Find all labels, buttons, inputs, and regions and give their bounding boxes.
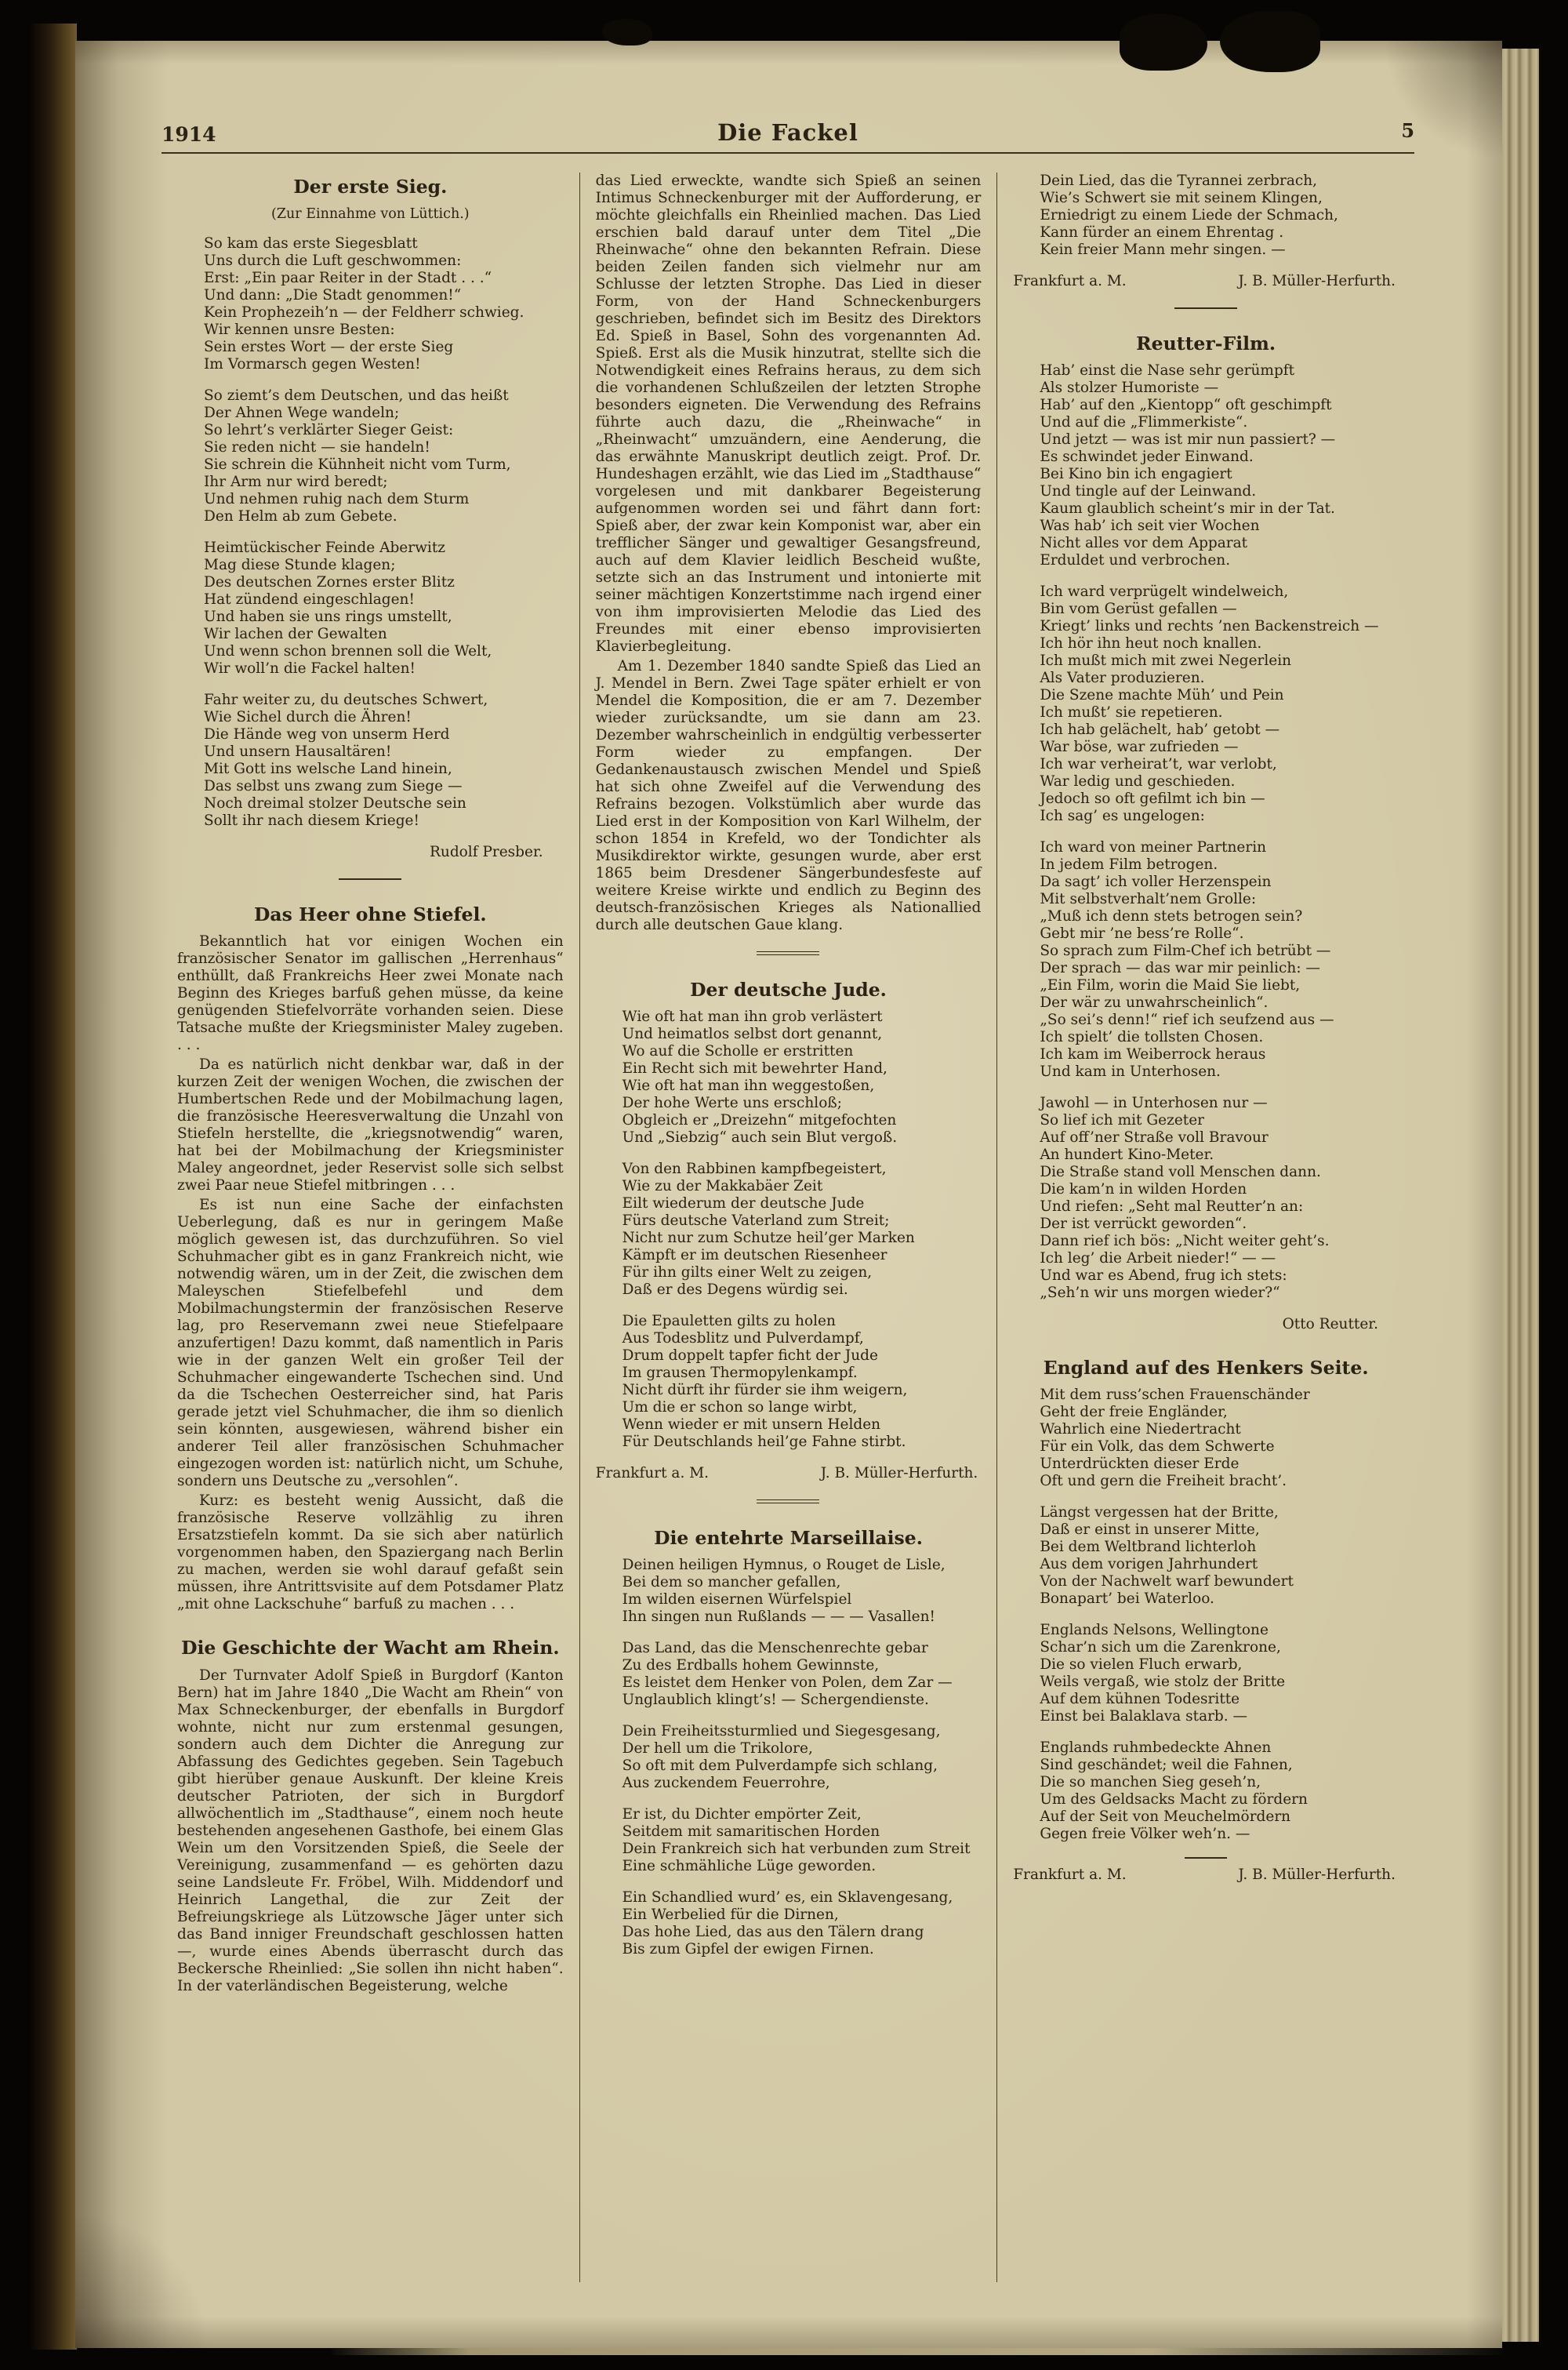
poem-line: Ich ward verprügelt windelweich,	[1040, 583, 1289, 601]
poem-line: Sie reden nicht — sie handeln!	[204, 439, 430, 456]
poem-line: Wie’s Schwert sie mit seinem Klingen,	[1040, 190, 1323, 206]
poem-line: Der wär zu unwahrscheinlich“.	[1040, 994, 1269, 1012]
poem-line: Oft und gern die Freiheit bracht’.	[1040, 1473, 1287, 1490]
year-label: 1914	[162, 123, 216, 146]
poem-line: Erniedrigt zu einem Liede der Schmach,	[1040, 207, 1338, 224]
poem-line: Und kam in Unterhosen.	[1040, 1063, 1221, 1081]
poem-line: Und dann: „Die Stadt genommen!“	[204, 287, 462, 304]
poem-line: Für ihn gilts einer Welt zu zeigen,	[622, 1264, 873, 1281]
poem-line: Da sagt’ ich voller Herzenspein	[1040, 874, 1272, 891]
poem-stanza	[1040, 173, 1399, 259]
poem-line: „Ein Film, worin die Maid Sie liebt,	[1040, 977, 1301, 994]
poem-line: Sollt ihr nach diesem Kriege!	[204, 812, 419, 830]
poem-line: Eine schmähliche Lüge geworden.	[622, 1858, 877, 1875]
poem-line: Die Hände weg von unserm Herd	[204, 726, 450, 743]
poem-line: Das selbst uns zwang zum Siege —	[204, 778, 463, 795]
poem-line: Bis zum Gipfel der ewigen Firnen.	[622, 1941, 874, 1958]
poem-line: Und jetzt — was ist mir nun passiert? —	[1040, 431, 1336, 449]
poem-line: Dein Lied, das die Tyrannei zerbrach,	[1040, 173, 1318, 189]
poem-line: Und unsern Hausaltären!	[204, 743, 392, 761]
page-edges	[1502, 49, 1541, 2342]
poem-stanza	[622, 1313, 982, 1451]
poem-line: Daß er des Degens würdig sei.	[622, 1281, 848, 1299]
poem-line: Und auf die „Flimmerkiste“.	[1040, 414, 1248, 431]
poem-line: Ich sag’ es ungelogen:	[1040, 808, 1205, 825]
article-columns	[162, 173, 1414, 2282]
poem-line: Als stolzer Humoriste —	[1040, 380, 1219, 397]
poem-line: Wie zu der Makkabäer Zeit	[622, 1178, 823, 1195]
poem-line: Ich leg’ die Arbeit nieder!“ — —	[1040, 1250, 1276, 1267]
poem-line: Von den Rabbinen kampfbegeistert,	[622, 1161, 887, 1178]
author-signature: Otto Reutter.	[1282, 1316, 1378, 1333]
poem-line: Mag diese Stunde klagen;	[204, 557, 396, 574]
poem-line: Drum doppelt tapfer ficht der Jude	[622, 1347, 878, 1365]
poem-line: Schar’n sich um die Zarenkrone,	[1040, 1639, 1281, 1656]
poem-line: Kein freier Mann mehr singen. —	[1040, 242, 1286, 258]
poem-line: Für Deutschlands heil’ge Fahne stirbt.	[622, 1434, 906, 1451]
poem-stanza	[1040, 583, 1399, 825]
poem-line: Die so manchen Sieg geseh’n,	[1040, 1774, 1261, 1791]
signature-name: J. B. Müller-Herfurth.	[1238, 1867, 1396, 1884]
poem-line: An hundert Kino-Meter.	[1040, 1147, 1214, 1164]
poem-line: War böse, war zufrieden —	[1040, 739, 1239, 756]
poem-line: Englands Nelsons, Wellingtone	[1040, 1622, 1269, 1639]
poem-line: So kam das erste Siegesblatt	[204, 235, 418, 253]
poem-line: Aus dem vorigen Jahrhundert	[1040, 1556, 1258, 1573]
article-title: Reutter-Film.	[1136, 333, 1276, 354]
poem-line: Wir woll’n die Fackel halten!	[204, 660, 416, 678]
paragraph: Da es natürlich nicht denkbar war, daß in der kurzen Zeit der wenigen Wochen, die zwischen der Humbertschen Rede und der Mobilmachung lagen, die französische Heeresverwaltung die Unzahl von Stiefeln herstellte, die „kriegsnotwendig“ waren, hat bei der Mobilmachung der Kriegsminister Maley angeordnet, jeder Reservist solle sich selbst zwei Paar neue Stiefel mitbringen . . .	[177, 1056, 564, 1194]
poem-line: Und tingle auf der Leinwand.	[1040, 483, 1257, 500]
paragraph: Am 1. Dezember 1840 sandte Spieß das Lied an J. Mendel in Bern. Zwei Tage später erhielt er von Mendel die Komposition, die er am 7. Dezember wieder zurücksandte, um sie dann am 23. Dezember wahrscheinlich in endgültig verbesserter Form wieder zu empfangen. Der Gedankenaustausch zwischen Mendel und Spieß hat sich ohne Zweifel auf die Verwendung des Refrains bezogen. Volkstümlich aber wurde das Lied erst in der Komposition von Karl Wilhelm, der schon 1854 in Krefeld, wo der Tondichter als Musikdirektor wirkte, gesungen wurde, aber erst 1865 beim Dresdener Sängerbundesfeste auf weitere Kreise wirkte und endlich zu Beginn des deutsch-französischen Krieges als Nationallied durch alle deutschen Gaue klang.	[595, 658, 982, 933]
signature-place: Frankfurt a. M.	[1013, 273, 1127, 289]
masthead-title: Die Fackel	[717, 119, 858, 146]
page-header	[162, 119, 1414, 154]
author-signature-line	[1013, 273, 1396, 290]
poem-stanza	[622, 1009, 982, 1147]
poem-stanza	[1040, 362, 1399, 569]
poem-stanza	[1040, 1387, 1399, 1490]
poem-line: Eilt wiederum der deutsche Jude	[622, 1195, 865, 1212]
poem-line: Ich ward von meiner Partnerin	[1040, 839, 1267, 856]
column-2	[579, 173, 997, 2282]
poem-line: Bei dem Weltbrand lichterloh	[1040, 1539, 1257, 1556]
poem-line: Noch dreimal stolzer Deutsche sein	[204, 795, 466, 812]
poem-line: Im wilden eisernen Würfelspiel	[622, 1591, 852, 1608]
poem-stanza	[204, 540, 564, 678]
poem-line: War ledig und geschieden.	[1040, 773, 1236, 791]
poem-line: So lief ich mit Gezeter	[1040, 1112, 1205, 1129]
ink-stain	[602, 19, 652, 45]
poem-line: Es schwindet jeder Einwand.	[1040, 449, 1254, 466]
poem-line: Und haben sie uns rings umstellt,	[204, 609, 452, 626]
poem-line: Ein Recht sich mit bewehrter Hand,	[622, 1060, 887, 1078]
section-divider	[757, 1499, 819, 1503]
poem-line: Englands ruhmbedeckte Ahnen	[1040, 1739, 1272, 1757]
poem-line: Mit Gott ins welsche Land hinein,	[204, 761, 452, 778]
poem-line: Wie oft hat man ihn weggestoßen,	[622, 1078, 875, 1095]
poem-line: Im Vormarsch gegen Westen!	[204, 356, 421, 373]
poem-line: Dein Frankreich sich hat verbunden zum Streit	[622, 1841, 971, 1858]
article-title: Das Heer ohne Stiefel.	[254, 903, 487, 926]
poem-line: Ein Werbelied für die Dirnen,	[622, 1907, 839, 1924]
poem-line: Zu des Erdballs hohem Gewinnste,	[622, 1657, 880, 1674]
poem-line: Es leistet dem Henker von Polen, dem Zar —	[622, 1674, 953, 1692]
poem-line: Als Vater produzieren.	[1040, 670, 1205, 687]
poem-line: Von der Nachwelt warf bewundert	[1040, 1573, 1294, 1590]
poem-line: Aus Todesblitz und Pulverdampf,	[622, 1330, 864, 1347]
poem-line: Einst bei Balaklava starb. —	[1040, 1708, 1248, 1725]
poem-stanza	[622, 1806, 982, 1875]
poem-line: Unglaublich klingt’s! — Schergendienste.	[622, 1692, 929, 1709]
ink-stain	[1120, 14, 1207, 71]
poem-line: Der sprach — das war mir peinlich: —	[1040, 960, 1320, 977]
poem-stanza	[204, 235, 564, 373]
poem-line: Ich hör ihn heut noch knallen.	[1040, 635, 1262, 652]
poem-line: Den Helm ab zum Gebete.	[204, 508, 397, 525]
poem-line: Der hell um die Trikolore,	[622, 1740, 813, 1758]
author-signature: Rudolf Presber.	[429, 844, 543, 861]
poem-line: Und heimatlos selbst dort genannt,	[622, 1026, 883, 1043]
poem-line: Ihr Arm nur wird beredt;	[204, 474, 388, 491]
poem-line: Ein Schandlied wurd’ es, ein Sklavengesang,	[622, 1889, 953, 1907]
section-divider	[757, 951, 819, 955]
section-divider	[1185, 1857, 1227, 1859]
paragraph: Kurz: es besteht wenig Aussicht, daß die französische Reserve vollzählig zu ihren Ersatzstiefeln kommt. Da sie sich aber natürlich vorgenommen haben, den Spaziergang nach Berlin zu machen, werden sie wohl darauf gefaßt sein müssen, ihre Antrittsvisite auf dem Potsdamer Platz „mit ohne Lackschuhe“ barfuß zu machen . . .	[177, 1492, 564, 1613]
book-binding	[30, 24, 77, 2350]
poem-line: Gebt mir ’ne bess’re Rolle“.	[1040, 925, 1244, 943]
poem-line: Weils vergaß, wie stolz der Britte	[1040, 1674, 1286, 1691]
poem-line: Wenn wieder er mit unsern Helden	[622, 1416, 881, 1434]
article-title: Der erste Sieg.	[293, 176, 448, 198]
poem-line: In jedem Film betrogen.	[1040, 856, 1218, 874]
poem-line: Die Szene machte Müh’ und Pein	[1040, 687, 1284, 704]
poem-line: Jawohl — in Unterhosen nur —	[1040, 1095, 1268, 1112]
poem-line: Geht der freie Engländer,	[1040, 1404, 1228, 1421]
poem-stanza	[1040, 1095, 1399, 1302]
poem-line: Und war es Abend, frug ich stets:	[1040, 1267, 1287, 1285]
poem-line: Obgleich er „Dreizehn“ mitgefochten	[622, 1112, 897, 1129]
poem-line: Die kam’n in wilden Horden	[1040, 1181, 1247, 1198]
section-divider	[339, 878, 401, 880]
poem-line: Mit selbstverhalt’nem Grolle:	[1040, 891, 1257, 908]
poem-stanza	[1040, 839, 1399, 1081]
signature-name: J. B. Müller-Herfurth.	[1238, 273, 1396, 289]
signature-name: J. B. Müller-Herfurth.	[820, 1465, 978, 1482]
poem-line: Wahrlich eine Niedertracht	[1040, 1421, 1241, 1438]
poem-line: Kann fürder an einem Ehrentag .	[1040, 224, 1284, 241]
poem-line: Mit dem russ’schen Frauenschänder	[1040, 1387, 1310, 1404]
poem-line: Auf der Seit von Meuchelmördern	[1040, 1808, 1291, 1826]
poem-line: Das Land, das die Menschenrechte gebar	[622, 1640, 928, 1657]
poem-line: Bin vom Gerüst gefallen —	[1040, 601, 1237, 618]
page-content-area	[75, 41, 1502, 2282]
poem-line: Der Ahnen Wege wandeln;	[204, 405, 400, 422]
poem-line: Des deutschen Zornes erster Blitz	[204, 574, 455, 591]
poem-line: Wir kennen unsre Besten:	[204, 322, 395, 339]
poem-line: Bei dem so mancher gefallen,	[622, 1574, 841, 1591]
poem-line: Bonapart’ bei Waterloo.	[1040, 1590, 1214, 1608]
poem-line: „Seh’n wir uns morgen wieder?“	[1040, 1285, 1280, 1302]
poem-line: Und „Siebzig“ auch sein Blut vergoß.	[622, 1129, 898, 1147]
poem-line: Aus zuckendem Feuerrohre,	[622, 1775, 830, 1792]
article-title: Die entehrte Marseillaise.	[654, 1527, 923, 1550]
poem-line: Sie schrein die Kühnheit nicht vom Turm,	[204, 456, 511, 474]
poem-stanza	[1040, 1739, 1399, 1843]
poem-line: Unterdrückten dieser Erde	[1040, 1456, 1240, 1473]
poem-line: Die so vielen Fluch erwarb,	[1040, 1656, 1243, 1674]
poem-line: Gegen freie Völker weh’n. —	[1040, 1826, 1250, 1843]
poem-line: Und nehmen ruhig nach dem Sturm	[204, 491, 470, 508]
poem-line: Ich war verheirat’t, war verlobt,	[1040, 756, 1277, 773]
poem-line: So ziemt’s dem Deutschen, und das heißt	[204, 387, 509, 405]
poem-line: Er ist, du Dichter empörter Zeit,	[622, 1806, 862, 1823]
poem-line: Für ein Volk, das dem Schwerte	[1040, 1438, 1275, 1456]
paragraph: Der Turnvater Adolf Spieß in Burgdorf (Kanton Bern) hat im Jahre 1840 „Die Wacht am Rhein“ von Max Schneckenburger, der ebenfalls in Burgdorf wohnte, nicht nur zum erstenmal gesungen, sondern auch dem Dichter die Anregung zur Abfassung des Gedichtes gegeben. Sein Tagebuch gibt hierüber genaue Auskunft. Der kleine Kreis deutscher Patrioten, der sich in Burgdorf allwöchentlich im „Stadthause“, einem noch heute bestehenden angesehenen Gasthofe, bei einem Glas Wein um den Vorsitzenden Spieß, die Seele der Vereinigung, zusammenfand — es gehörten dazu seine Landsleute Fr. Fröbel, Wilh. Middendorf und Heinrich Langethal, die zur Zeit der Befreiungskriege als Lützowsche Jäger unter sich das Band inniger Freundschaft geschlossen hatten —, wurde eines Abends überrascht durch das Beckersche Rheinlied: „Sie sollen ihn nicht haben“. In der vaterländischen Begeisterung, welche	[177, 1667, 564, 1994]
poem-line: Kämpft er im deutschen Riesenheer	[622, 1247, 887, 1264]
poem-stanza	[622, 1889, 982, 1958]
poem-line: Nicht alles vor dem Apparat	[1040, 535, 1248, 552]
paragraph: das Lied erweckte, wandte sich Spieß an seinen Intimus Schneckenburger mit der Aufforderung, er möchte gleichfalls ein Rheinlied machen. Das Lied erschien bald darauf unter dem Titel „Die Rheinwache“ ohne den bekannten Refrain. Diese beiden Zeilen fanden sich vielmehr nur am Schlusse der letzten Strophe. Das Lied in dieser Form, von der Hand Schneckenburgers geschrieben, befindet sich im Besitz des Direktors Ed. Spieß in Basel, Sohn des vorgenannten Ad. Spieß. Erst als die Musik hinzutrat, stellte sich die Notwendigkeit eines Refrains heraus, zu dem sich die vorhandenen Schlußzeilen der letzten Strophe besonders eigneten. Die Verwendung des Refrains führte auch dazu, die „Rheinwache“ in „Rheinwacht“ umzuändern, eine Aenderung, die das erwähnte Manuskript deutlich zeigt. Prof. Dr. Hundeshagen erzählt, wie das Lied im „Stadthause“ vorgelesen und mit dankbarer Begeisterung aufgenommen worden sei und fährt dann fort: Spieß aber, der zwar kein Komponist war, aber ein trefflicher Sänger und gewaltiger Gesangsfreund, auch auf dem Klavier leidlich Bescheid wußte, setzte sich an das Instrument und intonierte mit seiner mächtigen Konzertstimme nach irgend einer von ihm improvisierten Melodie das Lied des Freundes mit einer ebenso improvisierten Klavierbegleitung.	[595, 173, 982, 655]
poem-line: Hat zündend eingeschlagen!	[204, 591, 415, 609]
poem-stanza	[1040, 1622, 1399, 1725]
poem-line: „Muß ich denn stets betrogen sein?	[1040, 908, 1303, 925]
poem-line: Erst: „Ein paar Reiter in der Stadt . . .“	[204, 270, 492, 287]
poem-line: Ich kam im Weiberrock heraus	[1040, 1046, 1266, 1063]
poem-line: Uns durch die Luft geschwommen:	[204, 253, 462, 270]
poem-stanza	[1040, 1504, 1399, 1608]
poem-line: Hab’ einst die Nase sehr gerümpft	[1040, 362, 1295, 380]
poem-line: Deinen heiligen Hymnus, o Rouget de Lisle,	[622, 1557, 946, 1574]
column-1	[162, 173, 579, 2282]
poem-line: Nicht nur zum Schutze heil’ger Marken	[622, 1230, 915, 1247]
author-signature-line	[596, 1465, 978, 1482]
poem-stanza	[622, 1640, 982, 1709]
poem-line: „So sei’s denn!“ rief ich seufzend aus —	[1040, 1012, 1334, 1029]
poem-line: Um des Geldsacks Macht zu fördern	[1040, 1791, 1308, 1808]
poem-line: Kaum glaublich scheint’s mir in der Tat.	[1040, 500, 1335, 518]
poem-line: Auf off’ner Straße voll Bravour	[1040, 1129, 1269, 1147]
poem-line: Sind geschändet; weil die Fahnen,	[1040, 1757, 1293, 1774]
poem-line: Heimtückischer Feinde Aberwitz	[204, 540, 446, 557]
poem-line: Im grausen Thermopylenkampf.	[622, 1365, 858, 1382]
poem-line: Das hohe Lied, das aus den Tälern drang	[622, 1924, 924, 1941]
article-title: England auf des Henkers Seite.	[1043, 1357, 1369, 1379]
paragraph: Es ist nun eine Sache der einfachsten Ueberlegung, daß es nur in geringem Maße möglich gewesen ist, das durchzuführen. So viel Schuhmacher gibt es in ganz Frankreich nicht, wie notwendig wären, um in der Zeit, die zwischen dem Maleyschen Stiefelbefehl und dem Mobilmachungstermin der französischen Reserve lag, pro Reservemann zwei neue Stiefelpaare anzufertigen! Dazu kommt, daß namentlich in Paris wie in der ganzen Welt ein großer Teil der Schuhmacher eingewanderte Tschechen sind. Und da die Tschechen Oesterreicher sind, hat Paris gerade jetzt viel Schuhmacher, die ihm so dienlich sein könnten, ausgewiesen, während bisher ein anderer Teil aller französischen Schuhmacher eingezogen worden ist: natürlich nicht, um Schuhe, sondern uns Deutsche zu „versohlen“.	[177, 1197, 564, 1490]
poem-stanza	[622, 1557, 982, 1626]
bottom-page-edge	[329, 2348, 1505, 2355]
section-divider	[1174, 307, 1237, 309]
poem-line: Jedoch so oft gefilmt ich bin —	[1040, 791, 1265, 808]
poem-line: Wie Sichel durch die Ähren!	[204, 709, 412, 726]
page-number: 5	[1401, 119, 1415, 142]
signature-place: Frankfurt a. M.	[595, 1465, 710, 1482]
poem-stanza	[204, 387, 564, 525]
poem-line: So lehrt’s verklärter Sieger Geist:	[204, 422, 454, 439]
poem-line: So sprach zum Film-Chef ich betrübt —	[1040, 943, 1331, 960]
poem-line: Und riefen: „Seht mal Reutter’n an:	[1040, 1198, 1304, 1216]
poem-line: Erduldet und verbrochen.	[1040, 552, 1231, 569]
poem-stanza	[622, 1161, 982, 1299]
poem-line: Wo auf die Scholle er erstritten	[622, 1043, 854, 1060]
poem-line: Dein Freiheitssturmlied und Siegesgesang,	[622, 1723, 941, 1740]
signature-place: Frankfurt a. M.	[1013, 1867, 1127, 1884]
poem-line: Hab’ auf den „Kientopp“ oft geschimpft	[1040, 397, 1332, 414]
poem-stanza	[622, 1723, 982, 1792]
poem-line: Bei Kino bin ich engagiert	[1040, 466, 1232, 483]
poem-line: Um die er schon so lange wirbt,	[622, 1399, 858, 1416]
paragraph: Bekanntlich hat vor einigen Wochen ein französischer Senator im gallischen „Herrenhaus“ enthüllt, daß Frankreichs Heer zwei Monate nach Beginn des Krieges barfuß gehen müsse, da keine genügenden Stiefelvorräte vorhanden seien. Diese Tatsache mußte der Kriegsminister Maley zugeben. . . .	[177, 933, 564, 1054]
poem-line: Wie oft hat man ihn grob verlästert	[622, 1009, 883, 1026]
poem-line: Der hohe Werte uns erschloß;	[622, 1095, 842, 1112]
poem-line: So oft mit dem Pulverdampfe sich schlang,	[622, 1758, 938, 1775]
ink-stain	[1220, 11, 1320, 72]
poem-line: Nicht dürft ihr fürder sie ihm weigern,	[622, 1382, 908, 1399]
poem-line: Dann rief ich bös: „Nicht weiter geht’s.	[1040, 1233, 1330, 1250]
poem-line: Auf dem kühnen Todesritte	[1040, 1691, 1240, 1708]
article-subtitle: (Zur Einnahme von Lüttich.)	[271, 206, 470, 223]
poem-line: Ich spielt’ die tollsten Chosen.	[1040, 1029, 1264, 1046]
poem-line: Die Straße stand voll Menschen dann.	[1040, 1164, 1321, 1181]
newspaper-page	[75, 41, 1502, 2348]
poem-line: Kein Prophezeih’n — der Feldherr schwieg.	[204, 304, 524, 322]
poem-line: Längst vergessen hat der Britte,	[1040, 1504, 1279, 1521]
column-3	[996, 173, 1414, 2282]
poem-stanza	[204, 692, 564, 830]
poem-line: Kriegt’ links und rechts ’nen Backenstreich —	[1040, 618, 1379, 635]
poem-line: Ich mußt’ sie repetieren.	[1040, 704, 1223, 722]
poem-line: Sein erstes Wort — der erste Sieg	[204, 339, 454, 356]
author-signature-line	[1013, 1867, 1396, 1884]
article-title: Der deutsche Jude.	[690, 979, 887, 1001]
poem-line: Und wenn schon brennen soll die Welt,	[204, 643, 492, 660]
poem-line: Wir lachen der Gewalten	[204, 626, 387, 643]
poem-line: Ich mußt mich mit zwei Negerlein	[1040, 652, 1292, 670]
poem-line: Was hab’ ich seit vier Wochen	[1040, 518, 1260, 535]
poem-line: Ich hab gelächelt, hab’ getobt —	[1040, 722, 1280, 739]
poem-line: Ihn singen nun Rußlands — — — Vasallen!	[622, 1608, 935, 1626]
poem-line: Der ist verrückt geworden“.	[1040, 1216, 1247, 1233]
poem-line: Seitdem mit samaritischen Horden	[622, 1823, 880, 1841]
poem-line: Fahr weiter zu, du deutsches Schwert,	[204, 692, 488, 709]
poem-line: Daß er einst in unserer Mitte,	[1040, 1521, 1260, 1539]
poem-line: Die Epauletten gilts zu holen	[622, 1313, 836, 1330]
poem-line: Fürs deutsche Vaterland zum Streit;	[622, 1212, 890, 1230]
article-title: Die Geschichte der Wacht am Rhein.	[181, 1637, 560, 1659]
